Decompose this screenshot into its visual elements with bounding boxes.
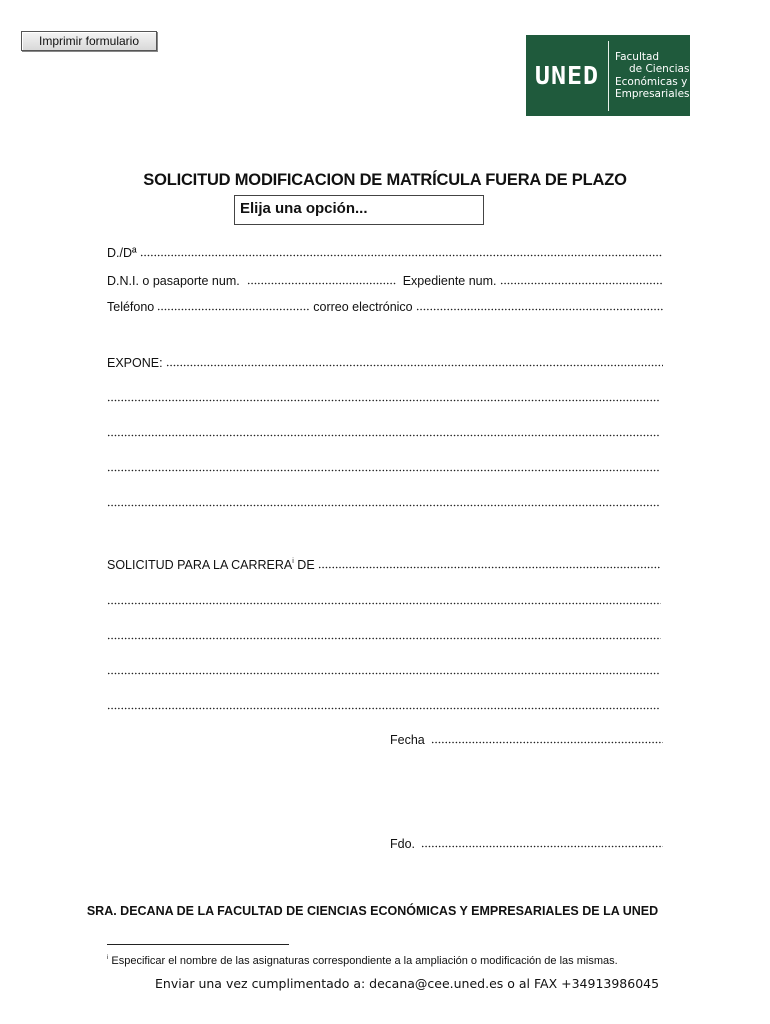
solicitud-line-5[interactable] <box>107 697 659 713</box>
solicitud-label-suffix: DE <box>297 558 315 572</box>
addressee: SRA. DECANA DE LA FACULTAD DE CIENCIAS ECONÓMICAS Y EMPRESARIALES DE LA UNED <box>86 904 659 918</box>
expone-line-3[interactable] <box>107 424 659 440</box>
expone-field[interactable] <box>166 364 663 367</box>
name-label: D./Dª <box>107 246 137 260</box>
expone-field[interactable] <box>107 504 659 507</box>
name-line[interactable] <box>107 244 663 260</box>
solicitud-line[interactable] <box>107 556 661 572</box>
logo-faculty-text <box>609 51 690 101</box>
solicitud-field[interactable] <box>107 637 661 640</box>
logo-line: de Ciencias <box>629 63 690 75</box>
expone-label: EXPONE: <box>107 356 163 370</box>
logo-line: Económicas y <box>615 75 688 88</box>
expone-line[interactable] <box>107 354 663 370</box>
solicitud-field[interactable] <box>107 602 661 605</box>
solicitud-line-3[interactable] <box>107 627 661 643</box>
fecha-label: Fecha <box>390 733 425 747</box>
name-field[interactable] <box>140 254 663 257</box>
firma-field[interactable] <box>421 845 663 848</box>
option-select[interactable]: Elija una opción... <box>234 195 484 225</box>
firma-line[interactable] <box>390 835 663 851</box>
solicitud-label-prefix: SOLICITUD PARA LA CARRERA <box>107 558 293 572</box>
solicitud-field[interactable] <box>107 672 659 675</box>
logo-brand: UNED <box>534 61 600 90</box>
dni-label: D.N.I. o pasaporte num. <box>107 274 240 288</box>
solicitud-field[interactable] <box>318 566 661 569</box>
expone-line-4[interactable] <box>107 459 659 475</box>
print-form-button[interactable]: Imprimir formulario <box>21 31 157 51</box>
footnote <box>107 955 618 967</box>
solicitud-label <box>107 558 318 572</box>
expediente-field[interactable] <box>500 282 663 285</box>
phone-label: Teléfono <box>107 300 155 314</box>
fecha-line[interactable] <box>390 731 663 747</box>
logo-line: Empresariales <box>615 88 690 100</box>
expediente-label: Expediente num. <box>402 274 497 288</box>
uned-logo <box>526 35 690 116</box>
solicitud-field[interactable] <box>107 707 659 710</box>
expone-field[interactable] <box>107 399 659 402</box>
contact-line[interactable] <box>107 298 663 314</box>
dni-field[interactable] <box>247 282 397 285</box>
firma-label: Fdo. <box>390 837 416 851</box>
expone-field[interactable] <box>107 434 659 437</box>
send-instructions: Enviar una vez cumplimentado a: decana@cee.uned.es o al FAX +34913986045 <box>155 976 660 991</box>
dni-line[interactable] <box>107 272 663 288</box>
fecha-field[interactable] <box>431 741 663 744</box>
expone-line-5[interactable] <box>107 494 659 510</box>
email-field[interactable] <box>416 308 663 311</box>
expone-line-2[interactable] <box>107 389 659 405</box>
email-label: correo electrónico <box>313 300 413 314</box>
footnote-text: Especificar el nombre de las asignaturas correspondiente a la ampliación o modificación de las mismas. <box>111 955 618 967</box>
footnote-marker: i <box>292 558 294 565</box>
solicitud-line-4[interactable] <box>107 662 659 678</box>
solicitud-line-2[interactable] <box>107 592 661 608</box>
logo-line: Facultad <box>615 50 660 63</box>
phone-field[interactable] <box>157 308 309 311</box>
footnote-rule <box>107 944 289 945</box>
form-title: SOLICITUD MODIFICACION DE MATRÍCULA FUERA DE PLAZO <box>143 171 627 189</box>
footnote-marker: i <box>107 955 109 961</box>
expone-field[interactable] <box>107 469 659 472</box>
